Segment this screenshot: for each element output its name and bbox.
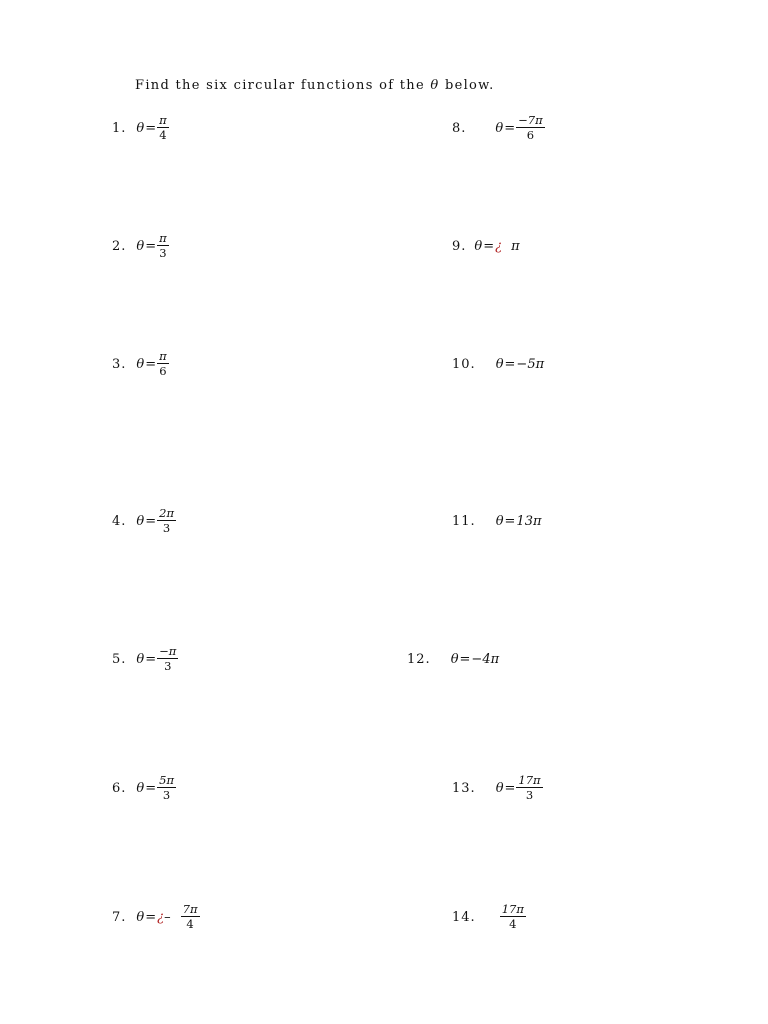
numerator: 2π — [159, 505, 175, 520]
inverted-question-mark: ¿ — [495, 238, 503, 254]
problem-number: 8. — [452, 120, 467, 136]
numerator: π — [159, 230, 167, 245]
numerator: −7π — [518, 112, 543, 127]
equals-sign: = — [504, 780, 516, 796]
theta-symbol: θ — [136, 238, 145, 254]
equals-sign: = — [145, 651, 157, 667]
value: −4π — [471, 651, 500, 667]
problem-5 — [112, 644, 178, 674]
problem-6 — [112, 773, 176, 803]
minus-sign: – — [164, 909, 171, 925]
theta-symbol: θ — [430, 78, 440, 93]
value: π — [511, 238, 520, 254]
equals-sign: = — [145, 238, 157, 254]
numerator: −π — [159, 643, 177, 658]
problem-number: 6. — [112, 780, 127, 796]
equals-sign: = — [504, 356, 516, 372]
denominator: 4 — [186, 917, 194, 931]
problem-number: 5. — [112, 651, 127, 667]
problem-number: 2. — [112, 238, 127, 254]
equals-sign: = — [459, 651, 471, 667]
equals-sign: = — [504, 120, 516, 136]
problem-2 — [112, 231, 169, 261]
problem-number: 10. — [452, 356, 476, 372]
fraction — [157, 772, 176, 802]
theta-symbol: θ — [495, 513, 504, 529]
equals-sign: = — [145, 909, 157, 925]
denominator: 6 — [159, 364, 167, 378]
problem-number: 7. — [112, 909, 127, 925]
theta-symbol: θ — [495, 780, 504, 796]
equals-sign: = — [145, 513, 157, 529]
theta-symbol: θ — [450, 651, 459, 667]
fraction — [516, 772, 542, 802]
denominator: 4 — [509, 917, 517, 931]
equals-sign: = — [483, 238, 495, 254]
problem-number: 14. — [452, 909, 476, 925]
problem-12 — [407, 644, 499, 674]
value: −5π — [516, 356, 545, 372]
instructions — [135, 78, 495, 93]
fraction — [157, 505, 176, 535]
numerator: 5π — [159, 772, 175, 787]
fraction — [181, 901, 200, 931]
problem-8 — [452, 113, 545, 143]
denominator: 3 — [162, 788, 171, 802]
instructions-text-end: below. — [444, 78, 495, 93]
fraction — [157, 230, 169, 260]
numerator: π — [159, 348, 167, 363]
problem-number: 1. — [112, 120, 127, 136]
equals-sign: = — [145, 780, 157, 796]
problem-9 — [452, 231, 520, 261]
problem-number: 4. — [112, 513, 127, 529]
problem-number: 12. — [407, 651, 431, 667]
fraction — [516, 112, 545, 142]
problem-13 — [452, 773, 543, 803]
problem-14 — [452, 902, 526, 932]
problem-number: 9. — [452, 238, 467, 254]
numerator: 17π — [501, 901, 524, 916]
theta-symbol: θ — [474, 238, 483, 254]
theta-symbol: θ — [136, 780, 145, 796]
problem-number: 3. — [112, 356, 127, 372]
denominator: 3 — [162, 521, 171, 535]
denominator: 3 — [159, 246, 167, 260]
equals-sign: = — [504, 513, 516, 529]
denominator: 3 — [525, 788, 534, 802]
numerator: 7π — [182, 901, 198, 916]
theta-symbol: θ — [495, 356, 504, 372]
denominator: 6 — [526, 128, 535, 142]
numerator: 17π — [518, 772, 541, 787]
problem-1 — [112, 113, 169, 143]
fraction — [157, 643, 178, 673]
problem-number: 13. — [452, 780, 476, 796]
theta-symbol: θ — [136, 513, 145, 529]
denominator: 3 — [164, 659, 172, 673]
problem-7 — [112, 902, 200, 932]
theta-symbol: θ — [136, 120, 145, 136]
denominator: 4 — [159, 128, 167, 142]
problem-3 — [112, 349, 169, 379]
inverted-question-mark: ¿ — [157, 909, 165, 925]
problem-10 — [452, 349, 544, 379]
fraction — [157, 112, 169, 142]
equals-sign: = — [145, 356, 157, 372]
problem-4 — [112, 506, 176, 536]
numerator: π — [159, 112, 167, 127]
fraction — [157, 348, 169, 378]
value: 13π — [516, 513, 542, 529]
problem-11 — [452, 506, 542, 536]
problem-number: 11. — [452, 513, 476, 529]
theta-symbol: θ — [495, 120, 504, 136]
instructions-text: Find the six circular functions of the — [135, 78, 425, 93]
equals-sign: = — [145, 120, 157, 136]
theta-symbol: θ — [136, 356, 145, 372]
theta-symbol: θ — [136, 651, 145, 667]
fraction — [500, 901, 526, 931]
theta-symbol: θ — [136, 909, 145, 925]
